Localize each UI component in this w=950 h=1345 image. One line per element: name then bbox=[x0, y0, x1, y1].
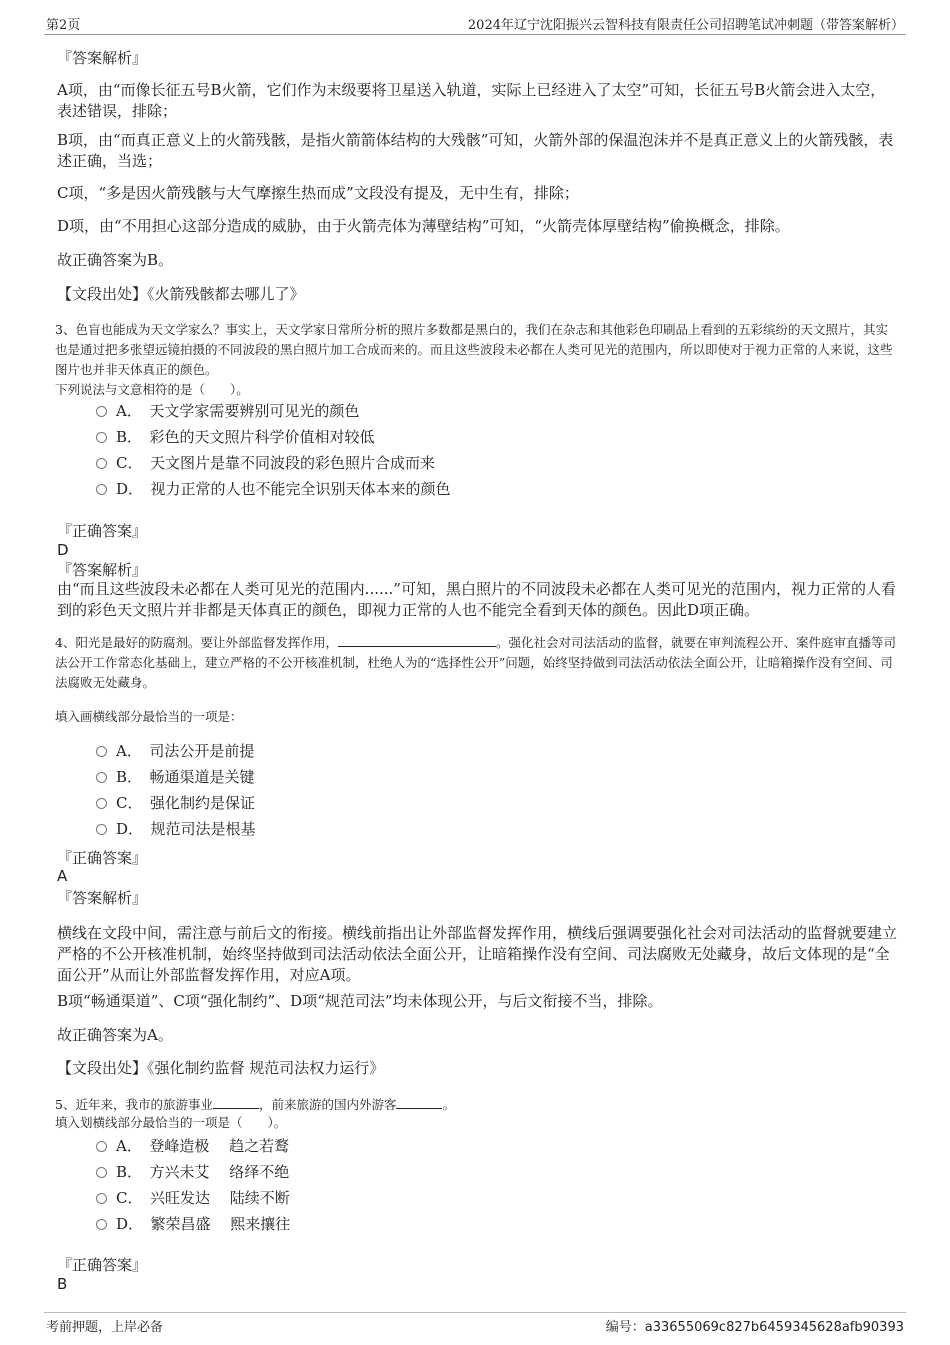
radio-icon[interactable] bbox=[96, 1167, 107, 1178]
q5-prompt: 填入划横线部分最恰当的一项是（ ）。 bbox=[55, 1115, 287, 1130]
q4-answer: A bbox=[57, 867, 68, 885]
q4-source: 【文段出处】《强化制约监督 规范司法权力运行》 bbox=[57, 1059, 385, 1077]
radio-icon[interactable] bbox=[96, 484, 107, 495]
radio-icon[interactable] bbox=[96, 1141, 107, 1152]
q3-answer: D bbox=[57, 541, 69, 559]
q2-conclusion: 故正确答案为B。 bbox=[57, 251, 174, 269]
q2-source: 【文段出处】《火箭残骸都去哪儿了》 bbox=[57, 285, 305, 303]
q2-analysis-d: D项，由“不用担心这部分造成的威胁，由于火箭壳体为薄壁结构”可知，“火箭壳体厚壁结构”偷换概念，排除。 bbox=[57, 217, 790, 235]
radio-icon[interactable] bbox=[96, 458, 107, 469]
radio-icon[interactable] bbox=[96, 432, 107, 443]
q3-prompt: 下列说法与文意相符的是（ ）。 bbox=[55, 382, 249, 397]
q4-stem: 4、阳光是最好的防腐剂。要让外部监督发挥作用， 。强化社会对司法活动的监督，就要在审判流程公开、案件庭审直播等司法公开工作常态化基础上，建立严格的不公开核准机制，杜绝人为的“选择性公开”问题，始终坚持做到司法活动依法全面公开，让暗箱操作没有空间、司法腐败无处藏身。 bbox=[55, 632, 900, 693]
radio-icon[interactable] bbox=[96, 772, 107, 783]
q5-blank-1 bbox=[213, 1094, 259, 1109]
q5-option-c[interactable]: C． 兴旺发达 陆续不断 bbox=[96, 1188, 290, 1208]
q4-analysis-tag: 『答案解析』 bbox=[57, 889, 148, 907]
q3-analysis: 由“而且这些波段未必都在人类可见光的范围内......”可知，黑白照片的不同波段未必都在人类可见光的范围内，视力正常的人看到的彩色天文照片并非都是天体真正的颜色，即视力正常的人也不能完全看到天体的颜色。因此D项正确。 bbox=[57, 580, 896, 619]
q4-blank bbox=[338, 632, 496, 647]
radio-icon[interactable] bbox=[96, 798, 107, 809]
q4-prompt: 填入画横线部分最恰当的一项是： bbox=[55, 709, 243, 724]
radio-icon[interactable] bbox=[96, 1219, 107, 1230]
q5-option-d[interactable]: D． 繁荣昌盛 熙来攘往 bbox=[96, 1214, 290, 1234]
q4-option-c[interactable]: C． 强化制约是保证 bbox=[96, 793, 255, 813]
radio-icon[interactable] bbox=[96, 1193, 107, 1204]
q5-option-a[interactable]: A． 登峰造极 趋之若鹜 bbox=[96, 1136, 289, 1156]
radio-icon[interactable] bbox=[96, 824, 107, 835]
q5-stem: 5、近年来，我市的旅游事业 ，前来旅游的国内外游客 。 bbox=[55, 1094, 900, 1115]
q3-option-a[interactable]: A． 天文学家需要辨别可见光的颜色 bbox=[96, 401, 359, 421]
q5-option-b[interactable]: B． 方兴未艾 络绎不绝 bbox=[96, 1162, 289, 1182]
page-number: 第2页 bbox=[46, 18, 81, 33]
document-title: 2024年辽宁沈阳振兴云智科技有限责任公司招聘笔试冲刺题（带答案解析） bbox=[467, 18, 904, 33]
q4-analysis-2: B项“畅通渠道”、C项“强化制约”、D项“规范司法”均未体现公开，与后文衔接不当，排除。 bbox=[57, 992, 663, 1010]
q4-option-b[interactable]: B． 畅通渠道是关键 bbox=[96, 767, 255, 787]
q5-blank-2 bbox=[396, 1094, 442, 1109]
q3-option-d[interactable]: D． 视力正常的人也不能完全识别天体本来的颜色 bbox=[96, 479, 451, 499]
q2-analysis-b: B项，由“而真正意义上的火箭残骸，是指火箭箭体结构的大残骸”可知，火箭外部的保温泡沫并不是真正意义上的火箭残骸，表述正确，当选； bbox=[57, 131, 894, 170]
q4-option-d[interactable]: D． 规范司法是根基 bbox=[96, 819, 256, 839]
page-footer bbox=[44, 1312, 906, 1336]
q5-answer-tag: 『正确答案』 bbox=[57, 1256, 148, 1274]
q2-analysis-a: A项，由“而像长征五号B火箭，它们作为末级要将卫星送入轨道，实际上已经进入了太空”可知，长征五号B火箭会进入太空，表述错误，排除； bbox=[57, 81, 886, 120]
q5-answer: B bbox=[57, 1275, 68, 1293]
q4-answer-tag: 『正确答案』 bbox=[57, 849, 148, 867]
radio-icon[interactable] bbox=[96, 746, 107, 757]
q3-stem: 3、色盲也能成为天文学家么？事实上，天文学家日常所分析的照片多数都是黑白的，我们在杂志和其他彩色印刷品上看到的五彩缤纷的天文照片，其实也是通过把多张望远镜拍摄的不同波段的黑白照片加工合成而来的。而且这些波段未必都在人类可见光的范围内，所以即使对于视力正常的人来说，这些图片也并非天体真正的颜色。 bbox=[55, 322, 893, 377]
footer-serial: 编号：a33655069c827b6459345628afb90393 bbox=[605, 1320, 904, 1335]
q3-option-b[interactable]: B． 彩色的天文照片科学价值相对较低 bbox=[96, 427, 375, 447]
q4-option-a[interactable]: A． 司法公开是前提 bbox=[96, 741, 254, 761]
footer-slogan: 考前押题，上岸必备 bbox=[46, 1320, 164, 1335]
q3-option-c[interactable]: C． 天文图片是靠不同波段的彩色照片合成而来 bbox=[96, 453, 435, 473]
q4-analysis-1: 横线在文段中间，需注意与前后文的衔接。横线前指出让外部监督发挥作用，横线后强调要强化社会对司法活动的监督就要建立严格的不公开核准机制，始终坚持做到司法活动依法全面公开，让暗箱操作没有空间、司法腐败无处藏身，故后文体现的是“全面公开”从而让外部监督发挥作用，对应A项。 bbox=[57, 924, 898, 984]
q3-answer-tag: 『正确答案』 bbox=[57, 522, 148, 540]
page-header bbox=[44, 14, 906, 35]
q2-analysis-tag: 『答案解析』 bbox=[57, 49, 148, 67]
q3-analysis-tag: 『答案解析』 bbox=[57, 561, 148, 579]
radio-icon[interactable] bbox=[96, 406, 107, 417]
q2-analysis-c: C项，“多是因火箭残骸与大气摩擦生热而成”文段没有提及，无中生有，排除； bbox=[57, 184, 579, 202]
q4-conclusion: 故正确答案为A。 bbox=[57, 1026, 173, 1044]
